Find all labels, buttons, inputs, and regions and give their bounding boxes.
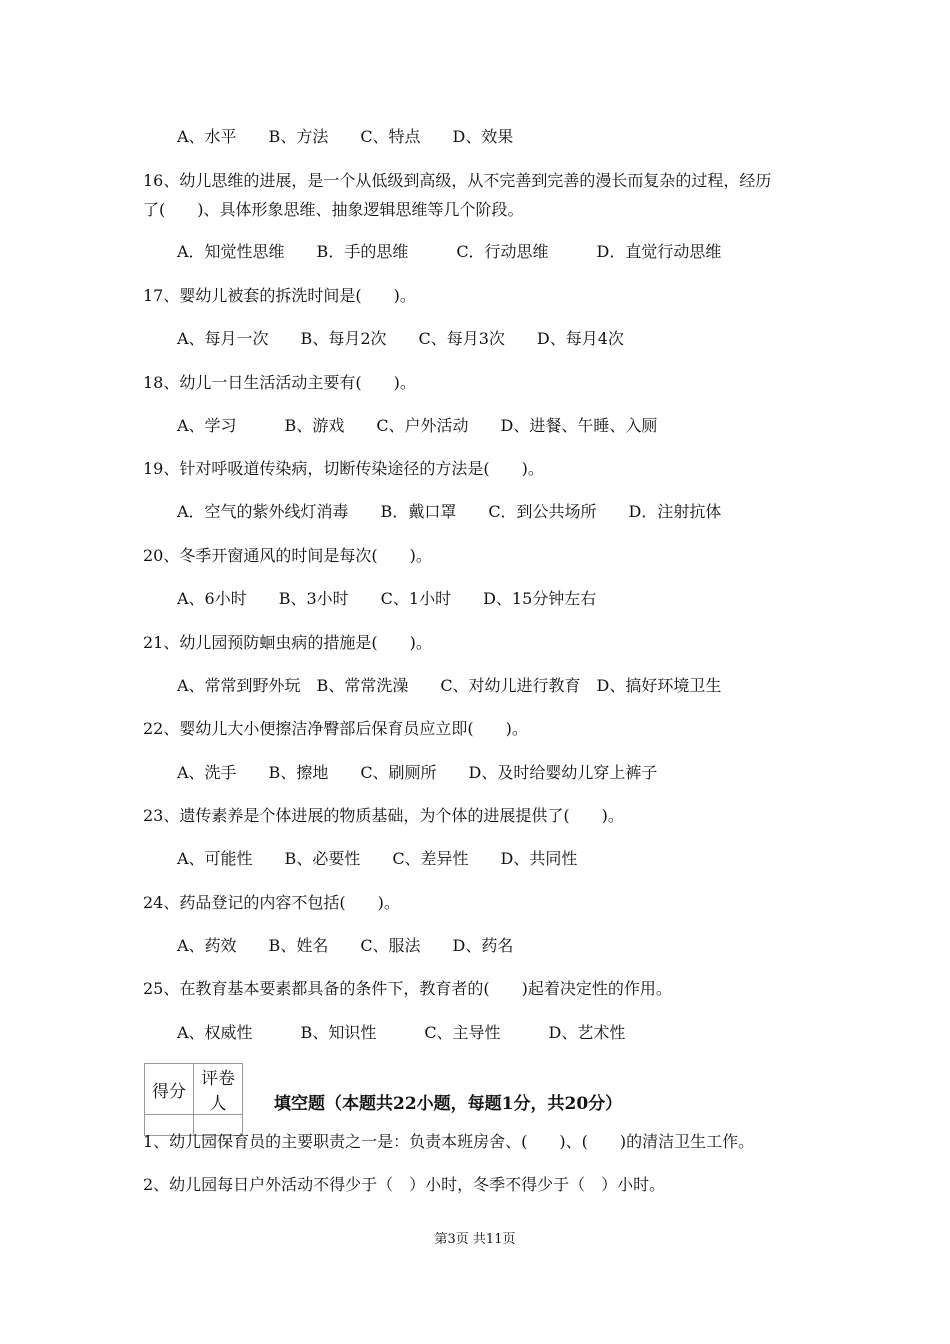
question-16-stem: 16、幼儿思维的进展，是一个从低级到高级，从不完善到完善的漫长而复杂的过程，经历	[143, 171, 772, 190]
question-24-stem: 24、药品登记的内容不包括( )。	[143, 893, 400, 912]
question-18-options: A、学习 B、游戏 C、户外活动 D、进餐、午睡、入厕	[177, 416, 658, 435]
question-21-options: A、常常到野外玩 B、常常洗澡 C、对幼儿进行教育 D、搞好环境卫生	[177, 676, 722, 695]
question-20-options: A、6小时 B、3小时 C、1小时 D、15分钟左右	[177, 589, 597, 608]
question-16-stem-cont: 了( )、具体形象思维、抽象逻辑思维等几个阶段。	[143, 200, 524, 219]
question-25-stem: 25、在教育基本要素都具备的条件下，教育者的( )起着决定性的作用。	[143, 979, 672, 998]
section-title: 填空题（本题共22小题，每题1分，共20分）	[274, 1094, 623, 1114]
question-25-options: A、权威性 B、知识性 C、主导性 D、艺术性	[177, 1023, 626, 1042]
question-21-stem: 21、幼儿园预防蛔虫病的措施是( )。	[143, 633, 432, 652]
question-19-options: A．空气的紫外线灯消毒 B．戴口罩 C．到公共场所 D．注射抗体	[177, 502, 722, 521]
question-18-stem: 18、幼儿一日生活活动主要有( )。	[143, 373, 416, 392]
question-19-stem: 19、针对呼吸道传染病，切断传染途径的方法是( )。	[143, 459, 544, 478]
reviewer-label: 评卷人	[194, 1064, 243, 1115]
question-22-options: A、洗手 B、擦地 C、刷厕所 D、及时给婴幼儿穿上裤子	[177, 763, 658, 782]
question-22-stem: 22、婴幼儿大小便擦洁净臀部后保育员应立即( )。	[143, 719, 528, 738]
page-footer: 第3页 共11页	[434, 1232, 516, 1247]
score-label: 得分	[145, 1064, 194, 1115]
question-17-stem: 17、婴幼儿被套的拆洗时间是( )。	[143, 286, 416, 305]
question-16-options: A．知觉性思维 B．手的思维 C．行动思维 D．直觉行动思维	[177, 242, 722, 261]
question-23-options: A、可能性 B、必要性 C、差异性 D、共同性	[177, 849, 578, 868]
score-table	[144, 1063, 243, 1136]
question-17-options: A、每月一次 B、每月2次 C、每月3次 D、每月4次	[177, 329, 624, 348]
fill-blank-2: 2、幼儿园每日户外活动不得少于（ ）小时，冬季不得少于（ ）小时。	[143, 1175, 666, 1194]
question-24-options: A、药效 B、姓名 C、服法 D、药名	[177, 936, 514, 955]
question-23-stem: 23、遗传素养是个体进展的物质基础，为个体的进展提供了( )。	[143, 806, 624, 825]
fill-blank-1: 1、幼儿园保育员的主要职责之一是：负责本班房舍、( )、( )的清洁卫生工作。	[143, 1132, 755, 1151]
q15-options: A、水平 B、方法 C、特点 D、效果	[177, 127, 514, 146]
question-20-stem: 20、冬季开窗通风的时间是每次( )。	[143, 546, 432, 565]
